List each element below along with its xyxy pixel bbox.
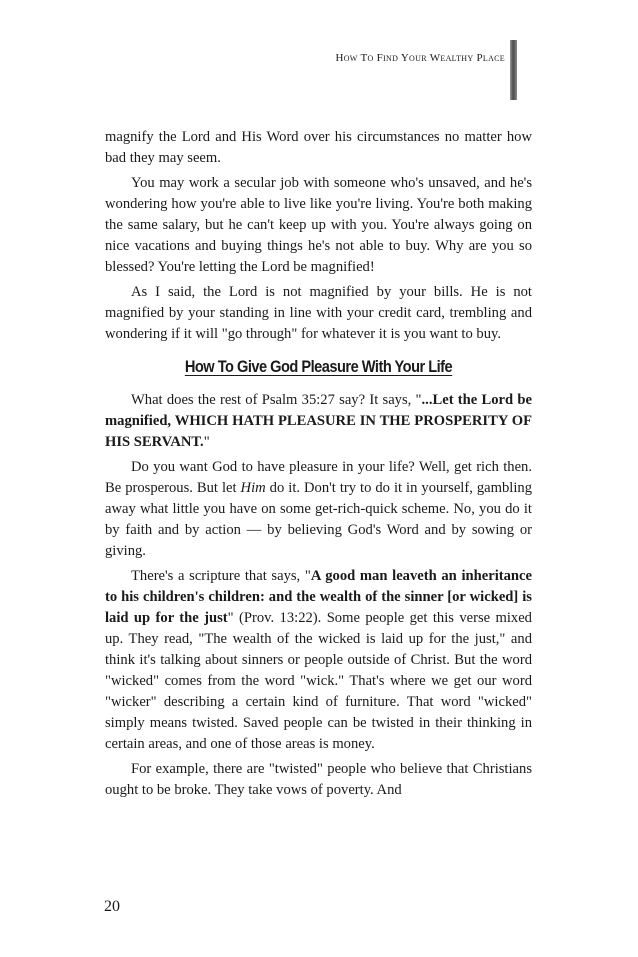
paragraph: For example, there are "twisted" people who believe that Christians ought to be broke. They take vows of poverty. And bbox=[105, 761, 532, 798]
body-text bbox=[105, 127, 532, 805]
paragraph: As I said, the Lord is not magnified by your bills. He is not magnified by your standing in line with your credit card, trembling and wondering if it will "go through" for whatever it is you want to buy. bbox=[105, 284, 532, 342]
paragraph-text: Do you want God to have pleasure in your life? Well, get rich then. Be prosperous. But let bbox=[105, 459, 532, 496]
emphasis: Him bbox=[240, 480, 266, 496]
scripture-quote: ...Let the Lord be magnified, WHICH HATH PLEASURE IN THE PROSPERITY OF HIS SERVANT. bbox=[105, 392, 533, 450]
page-number: 20 bbox=[104, 898, 120, 915]
paragraph bbox=[105, 566, 532, 755]
paragraph-text: There's a scripture that says, " bbox=[131, 568, 311, 584]
paragraph-text: What does the rest of Psalm 35:27 say? It says, " bbox=[131, 392, 422, 408]
scripture-quote: A good man leaveth an inheritance to his children's children: and the wealth of the sinner [or wicked] is laid up for the just bbox=[105, 568, 532, 626]
paragraph: You may work a secular job with someone who's unsaved, and he's wondering how you're able to live like you're living. You're both making the same salary, but he can't keep up with you. You're always going on nice vacations and buying things he's not able to buy. Why are you so blessed? You're letting the Lord be magnified! bbox=[105, 175, 532, 275]
header-decorative-bar bbox=[510, 40, 517, 100]
paragraph-text: " (Prov. 13:22). Some people get this verse mixed up. They read, "The wealth of the wicked is laid up for the just," and think it's talking about sinners or people outside of Christ. But the word "wicked" comes from the word "wick." That's where we get our word "wicker" describing a certain kind of furniture. That word "wicked" simply means twisted. Saved people can be twisted in their thinking in certain areas, and one of those areas is money. bbox=[105, 610, 532, 752]
paragraph: magnify the Lord and His Word over his circumstances no matter how bad they may seem. bbox=[105, 129, 532, 166]
paragraph bbox=[105, 390, 532, 453]
running-header: How To Find Your Wealthy Place bbox=[335, 52, 505, 64]
section-heading: How To Give God Pleasure With Your Life bbox=[184, 357, 453, 376]
paragraph-text: do it. Don't try to do it in yourself, gambling away what little you have on some get-rich-quick scheme. No, you do it by faith and by action — by believing God's Word and by sowing or giving. bbox=[105, 480, 532, 559]
paragraph-text: " bbox=[203, 434, 210, 450]
paragraph bbox=[105, 457, 532, 562]
